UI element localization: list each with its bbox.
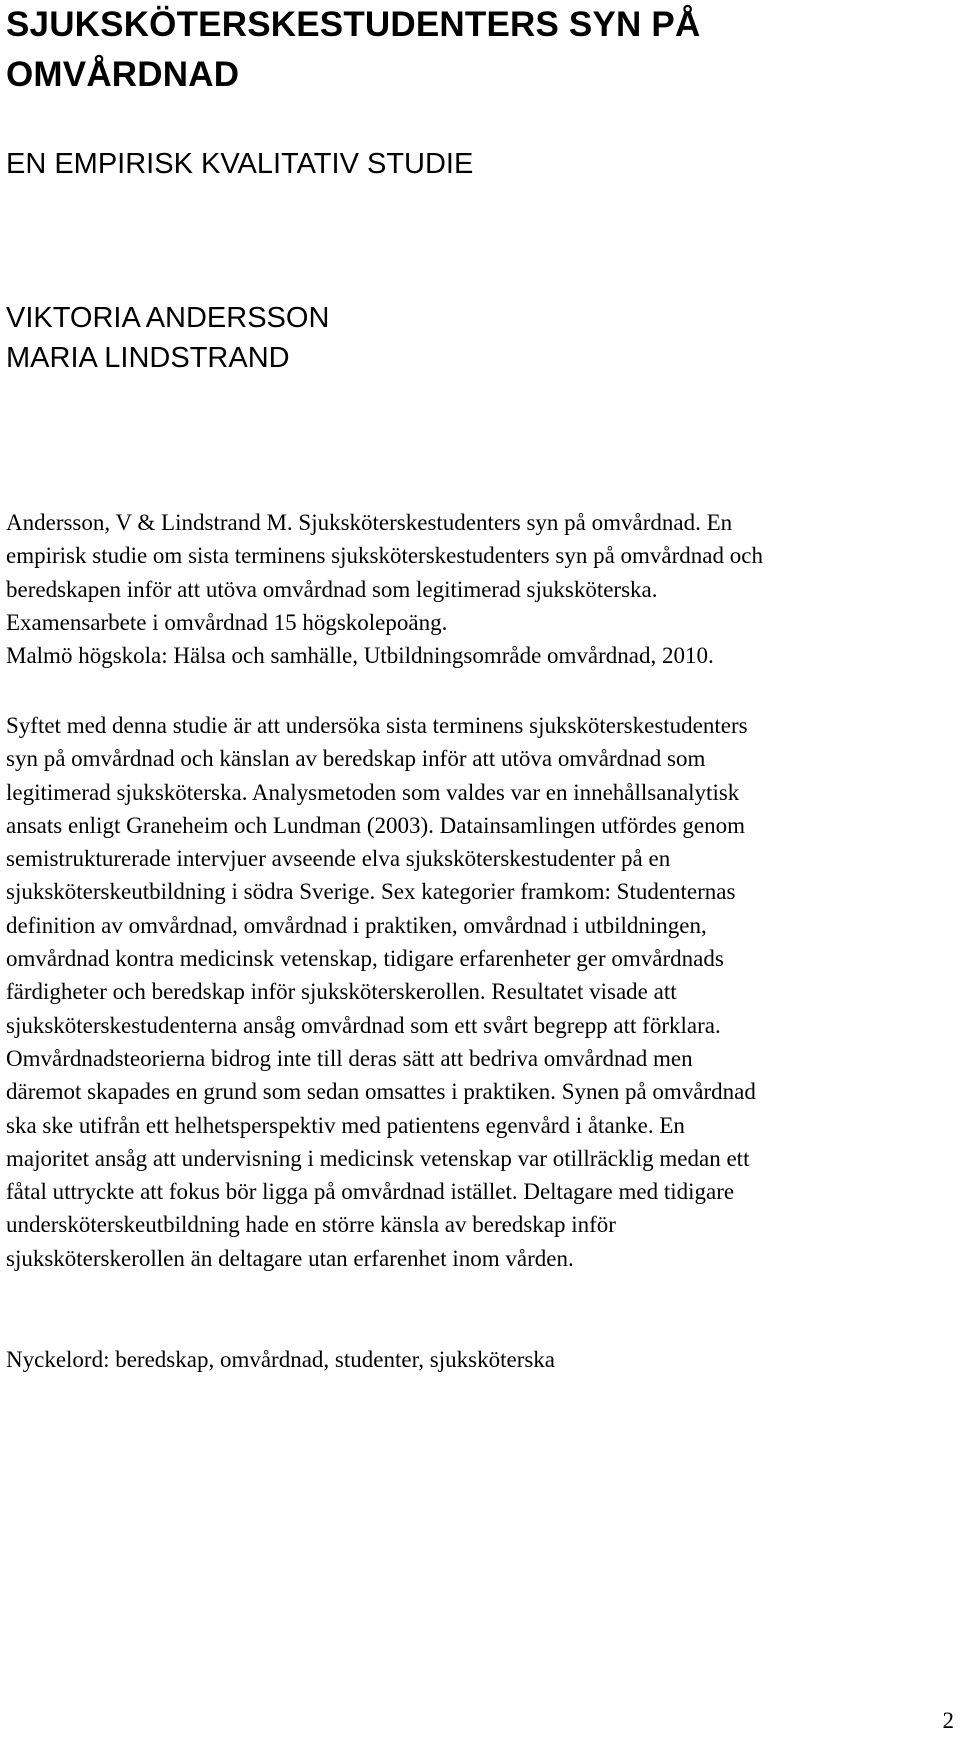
- abstract-line: färdigheter och beredskap inför sjuksköterskerollen. Resultatet visade att: [6, 979, 677, 1005]
- document-title: [6, 0, 926, 100]
- abstract-line: Omvårdnadsteorierna bidrog inte till deras sätt att bedriva omvårdnad men: [6, 1045, 693, 1071]
- author-name: VIKTORIA ANDERSSON: [6, 302, 330, 334]
- author-name: MARIA LINDSTRAND: [6, 342, 290, 374]
- abstract-line: syn på omvårdnad och känslan av beredskap inför att utöva omvårdnad som: [6, 746, 706, 772]
- citation-block: [6, 506, 946, 672]
- abstract-line: semistrukturerade intervjuer avseende elva sjuksköterskestudenter på en: [6, 846, 671, 872]
- abstract-block: [6, 709, 954, 1275]
- abstract-line: undersköterskeutbildning hade en större känsla av beredskap inför: [6, 1212, 616, 1238]
- citation-line: beredskapen inför att utöva omvårdnad som legitimerad sjuksköterska.: [6, 576, 658, 602]
- page-number: 2: [942, 1708, 954, 1733]
- abstract-line: omvårdnad kontra medicinsk vetenskap, tidigare erfarenheter ger omvårdnads: [6, 946, 724, 972]
- citation-line: Andersson, V & Lindstrand M. Sjuksköterskestudenters syn på omvårdnad. En: [6, 510, 733, 535]
- author-list: [6, 298, 329, 378]
- abstract-line: majoritet ansåg att undervisning i medicinsk vetenskap var otillräcklig medan ett: [6, 1145, 750, 1171]
- abstract-line: ska ske utifrån ett helhetsperspektiv med patientens egenvård i åtanke. En: [6, 1112, 685, 1138]
- abstract-line: sjuksköterskerollen än deltagare utan erfarenhet inom vården.: [6, 1245, 574, 1271]
- abstract-line: sjuksköterskestudenterna ansåg omvårdnad som ett svårt begrepp att förklara.: [6, 1012, 721, 1038]
- abstract-line: fåtal uttryckte att fokus bör ligga på omvårdnad istället. Deltagare med tidigare: [6, 1179, 735, 1205]
- keywords-line: Nyckelord: beredskap, omvårdnad, studenter, sjuksköterska: [6, 1347, 556, 1372]
- citation-line: Examensarbete i omvårdnad 15 högskolepoäng.: [6, 609, 448, 635]
- abstract-line: ansats enligt Graneheim och Lundman (2003). Datainsamlingen utfördes genom: [6, 812, 745, 838]
- citation-line: Malmö högskola: Hälsa och samhälle, Utbildningsområde omvårdnad, 2010.: [6, 643, 714, 669]
- title-line: OMVÅRDNAD: [6, 55, 240, 94]
- document-subtitle: EN EMPIRISK KVALITATIV STUDIE: [6, 148, 474, 180]
- abstract-line: definition av omvårdnad, omvårdnad i praktiken, omvårdnad i utbildningen,: [6, 912, 707, 938]
- abstract-line: sjuksköterskeutbildning i södra Sverige. Sex kategorier framkom: Studenternas: [6, 879, 736, 905]
- title-line: SJUKSKÖTERSKESTUDENTERS SYN PÅ: [6, 5, 701, 44]
- abstract-line: legitimerad sjuksköterska. Analysmetoden som valdes var en innehållsanalytisk: [6, 779, 740, 805]
- citation-line: empirisk studie om sista terminens sjuksköterskestudenters syn på omvårdnad och: [6, 543, 763, 569]
- abstract-line: däremot skapades en grund som sedan omsattes i praktiken. Synen på omvårdnad: [6, 1079, 756, 1105]
- abstract-line: Syftet med denna studie är att undersöka sista terminens sjuksköterskestudenters: [6, 713, 748, 738]
